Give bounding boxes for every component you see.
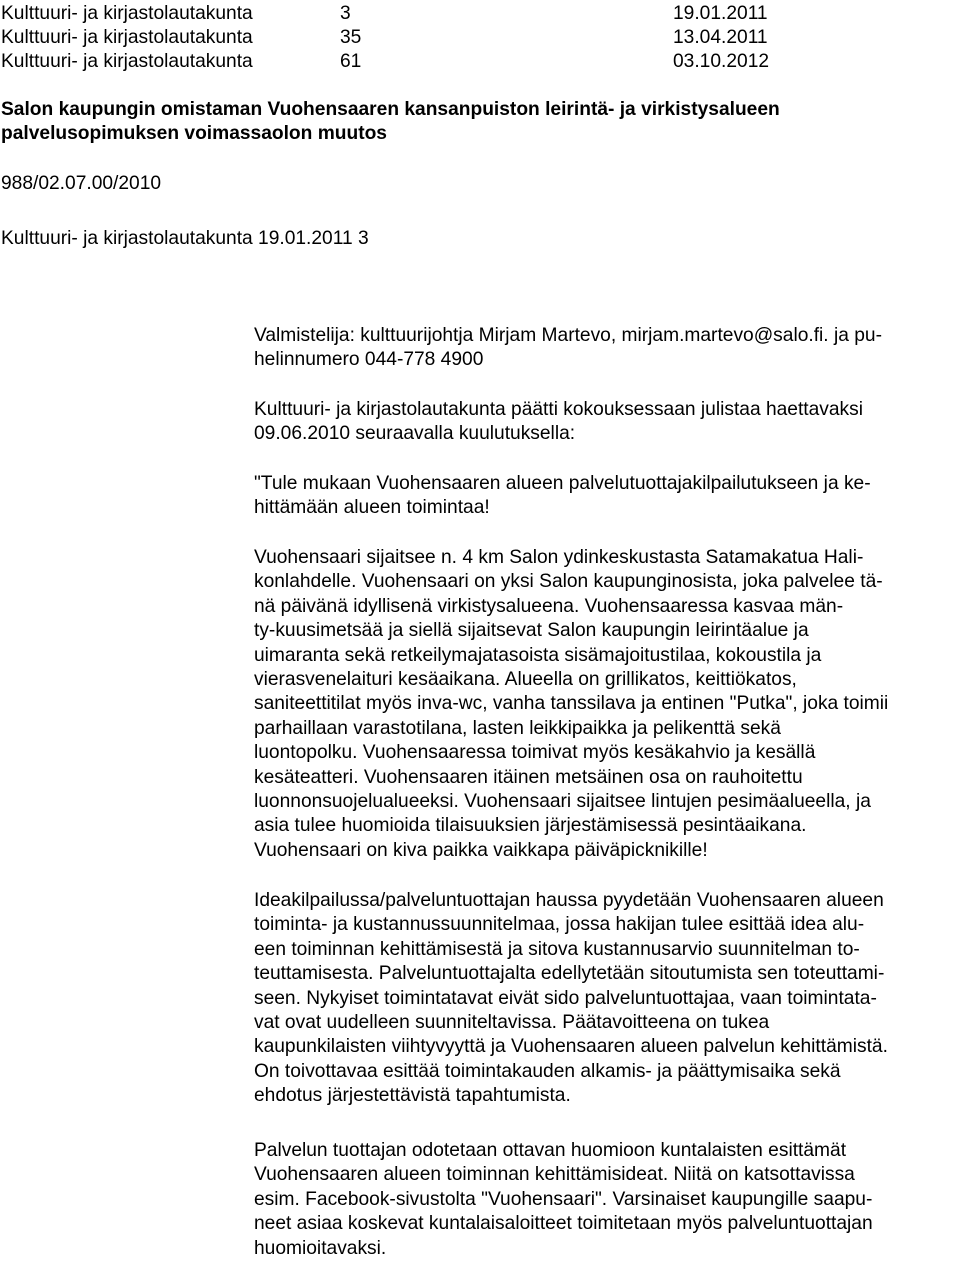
text-line: luontopolku. Vuohensaaressa toimivat myös kesäkahvio ja kesällä: [254, 742, 816, 764]
text-line: parhaillaan varastotilana, lasten leikkipaikka ja pelikenttä sekä: [254, 717, 781, 739]
text-line: ehdotus järjestettävistä tapahtumista.: [254, 1085, 571, 1107]
text-line: esim. Facebook-sivustolta "Vuohensaari". Varsinaiset kaupungille saapu-: [254, 1188, 873, 1210]
text-line: Palvelun tuottajan odotetaan ottavan huomioon kuntalaisten esittämät: [254, 1140, 847, 1161]
meeting-reference: Kulttuuri- ja kirjastolautakunta 19.01.2011 3: [1, 228, 369, 249]
text-line: asia tulee huomioida tilaisuuksien järjestämisessä pesintäaikana.: [254, 815, 807, 837]
text-line: neet asiaa koskevat kuntalaisaloitteet toimitetaan myös palveluntuottajan: [254, 1213, 873, 1235]
text-line: teuttamisesta. Palveluntuottajalta edellytetään sitoutumista sen toteuttami-: [254, 963, 885, 985]
title-line: Salon kaupungin omistaman Vuohensaaren kansanpuiston leirintä- ja virkistysalueen: [1, 99, 780, 120]
text-line: kaupunkilaisten viihtyvyyttä ja Vuohensaaren alueen palvelun kehittämistä.: [254, 1036, 888, 1058]
text-line: toiminta- ja kustannussuunnitelmaa, jossa hakijan tulee esittää idea alu-: [254, 914, 865, 936]
meeting-date: 13.04.2011: [673, 27, 768, 48]
text-line: Kulttuuri- ja kirjastolautakunta päätti kokouksessaan julistaa haettavaksi: [254, 399, 864, 420]
text-line: kesäteatteri. Vuohensaaren itäinen metsäinen osa on rauhoitettu: [254, 766, 803, 788]
committee-name: Kulttuuri- ja kirjastolautakunta: [1, 51, 253, 72]
meeting-date: 19.01.2011: [673, 3, 768, 24]
text-line: een toiminnan kehittämisestä ja sitova kustannusarvio suunnitelman to-: [254, 938, 860, 960]
text-line: Ideakilpailussa/palveluntuottajan haussa pyydetään Vuohensaaren alueen: [254, 890, 884, 911]
text-line: nä päivänä idyllisenä virkistysalueena. Vuohensaaressa kasvaa män-: [254, 595, 844, 617]
text-line: "Tule mukaan Vuohensaaren alueen palvelutuottajakilpailutukseen ja ke-: [254, 473, 871, 494]
ideas-paragraph: [254, 889, 954, 1109]
header-row: [0, 26, 960, 50]
committee-name: Kulttuuri- ja kirjastolautakunta: [1, 27, 253, 48]
decision-paragraph: [254, 398, 954, 447]
meeting-date: 03.10.2012: [673, 51, 770, 72]
text-line: Valmistelija: kulttuurijohtja Mirjam Martevo, mirjam.martevo@salo.fi. ja pu-: [254, 325, 882, 346]
text-line: helinnumero 044-778 4900: [254, 349, 484, 371]
text-line: huomioitavaksi.: [254, 1237, 387, 1259]
header-row: [0, 50, 960, 74]
preparer-paragraph: [254, 324, 954, 373]
committee-name: Kulttuuri- ja kirjastolautakunta: [1, 3, 253, 24]
text-line: Vuohensaari on kiva paikka vaikkapa päiväpicknikille!: [254, 839, 708, 861]
text-line: vierasvenelaituri kesäaikana. Alueella on grillikatos, keittiökatos,: [254, 668, 797, 690]
document-title: [1, 98, 901, 147]
section-number: 35: [340, 27, 362, 48]
area-description: [254, 546, 954, 863]
provider-paragraph: [254, 1139, 954, 1261]
text-line: hittämään alueen toimintaa!: [254, 497, 490, 519]
text-line: ty-kuusimetsää ja siellä sijaitsevat Salon kaupungin leirintäalue ja: [254, 620, 809, 642]
text-line: 09.06.2010 seuraavalla kuulutuksella:: [254, 423, 576, 445]
text-line: Vuohensaaren alueen toiminnan kehittämisideat. Niitä on katsottavissa: [254, 1164, 855, 1186]
text-line: Vuohensaari sijaitsee n. 4 km Salon ydinkeskustasta Satamakatua Hali-: [254, 547, 864, 568]
announcement-quote: [254, 472, 954, 521]
header-row: [0, 2, 960, 26]
section-number: 3: [340, 3, 351, 24]
text-line: vat ovat uudelleen suunniteltavissa. Päätavoitteena on tukea: [254, 1011, 770, 1033]
title-line: palvelusopimuksen voimassaolon muutos: [1, 123, 387, 145]
case-number: 988/02.07.00/2010: [1, 173, 162, 194]
text-line: saniteettitilat myös inva-wc, vanha tanssilava ja entinen "Putka", joka toimii: [254, 693, 889, 715]
text-line: luonnonsuojelualueeksi. Vuohensaari sijaitsee lintujen pesimäalueella, ja: [254, 790, 871, 812]
text-line: uimaranta sekä retkeilymajatasoista sisämajoitustilaa, kokoustila ja: [254, 644, 822, 666]
text-line: konlahdelle. Vuohensaari on yksi Salon kaupunginosista, joka palvelee tä-: [254, 571, 883, 593]
text-line: seen. Nykyiset toimintatavat eivät sido palveluntuottajaa, vaan toimintata-: [254, 987, 877, 1009]
text-line: On toivottavaa esittää toimintakauden alkamis- ja päättymisaika sekä: [254, 1060, 841, 1082]
section-number: 61: [340, 51, 362, 72]
